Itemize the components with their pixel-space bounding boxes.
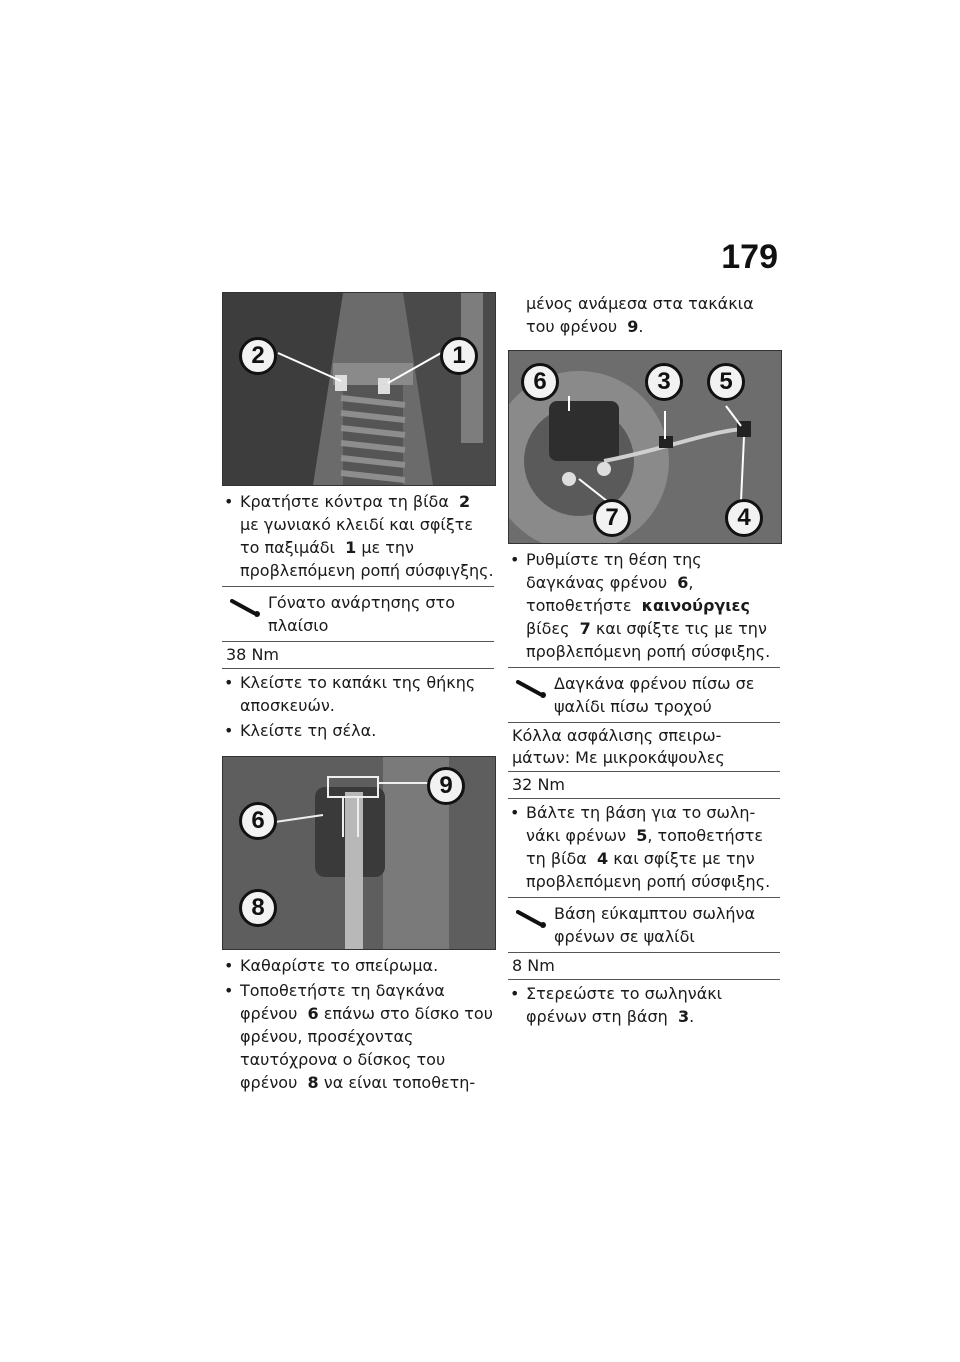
page-number: 179 xyxy=(721,238,778,276)
figure-brake-caliper-disc xyxy=(222,756,496,950)
step-fit-caliper xyxy=(222,979,494,1094)
figure-shock-absorber xyxy=(222,292,496,486)
torque-value: 32 Nm xyxy=(508,771,780,798)
ref-number: 4 xyxy=(597,849,609,868)
callout-7: 7 xyxy=(593,499,631,537)
ref-number: 6 xyxy=(307,1004,319,1023)
callout-1: 1 xyxy=(440,337,478,375)
spec-title: Γόνατο ανάρτησης στο πλαίσιο xyxy=(268,593,455,635)
callout-9: 9 xyxy=(427,767,465,805)
callout-8: 8 xyxy=(239,889,277,927)
emphasis-new: καινούργιες xyxy=(641,596,750,615)
step-clean-thread: • Καθαρίστε το σπείρωμα. xyxy=(222,954,494,977)
ref-number: 9 xyxy=(627,317,639,336)
step-text: και σφίξτε με την προβλεπόμενη ροπή σύσφιξης. xyxy=(526,849,771,891)
step-text: με γωνιακό κλειδί και σφίξτε το παξιμάδι xyxy=(240,515,474,557)
step-adjust-caliper xyxy=(508,548,780,663)
callout-6: 6 xyxy=(239,802,277,840)
right-column xyxy=(508,292,780,1028)
torque-value: 38 Nm xyxy=(226,645,279,664)
ref-number: 3 xyxy=(677,1007,690,1026)
figure-rear-caliper xyxy=(508,350,782,544)
spec-title: Δαγκάνα φρένου πίσω σε ψαλίδι πίσω τροχού xyxy=(554,674,755,716)
callout-3: 3 xyxy=(645,363,683,401)
step-text: Ρυθμίστε τη θέση της δαγκάνας φρένου xyxy=(526,550,702,592)
step-text: επάνω στο δίσκο του φρένου, προσέχοντας ταυτόχρονα ο δίσκος του φρένου xyxy=(240,1004,493,1092)
torque-spec-caliper xyxy=(508,667,780,799)
wrench-icon xyxy=(516,680,548,698)
callout-2: 2 xyxy=(239,337,277,375)
step-text: Τοποθετήστε τη δαγκάνα φρένου xyxy=(240,981,445,1023)
step-text: , τοποθετήστε xyxy=(526,573,694,615)
step-text: Κρατήστε κόντρα τη βίδα xyxy=(240,492,449,511)
thread-lock-note: Κόλλα ασφάλισης σπειρω-μάτων: Με μικροκάψουλες xyxy=(512,726,725,767)
ref-number: 5 xyxy=(636,826,648,845)
step-hold-screw xyxy=(222,490,494,582)
torque-spec-bracket xyxy=(508,897,780,980)
ref-number: 2 xyxy=(459,492,471,511)
wrench-icon xyxy=(516,910,548,928)
spec-title: Βάση εύκαμπτου σωλήνα φρένων σε ψαλίδι xyxy=(554,904,755,946)
step-text: με την προβλεπόμενη ροπή σύσφιγξης. xyxy=(240,538,494,580)
step-secure-brake-line xyxy=(508,982,780,1028)
step-text: βίδες xyxy=(526,619,570,638)
step-text: να είναι τοποθετη- xyxy=(323,1073,476,1092)
step-close-lid: • Κλείστε το καπάκι της θήκης αποσκευών. xyxy=(222,671,494,717)
callout-6: 6 xyxy=(521,363,559,401)
left-column xyxy=(222,292,494,1094)
step-text: Βάλτε τη βάση για το σωλη-νάκι φρένων xyxy=(526,803,756,845)
wrench-icon xyxy=(230,599,262,617)
ref-number: 1 xyxy=(345,538,357,557)
callout-5: 5 xyxy=(707,363,745,401)
shock-absorber-illustration xyxy=(223,293,495,485)
punctuation: . xyxy=(638,317,644,336)
step-text: Στερεώστε το σωληνάκι φρένων στη βάση xyxy=(526,984,723,1026)
step-close-seat: • Κλείστε τη σέλα. xyxy=(222,719,494,742)
ref-number: 6 xyxy=(677,573,689,592)
torque-value: 8 Nm xyxy=(512,956,555,975)
punctuation: . xyxy=(689,1007,695,1026)
torque-spec-shock xyxy=(222,586,494,669)
ref-number: 8 xyxy=(307,1073,319,1092)
step-text: μένος ανάμεσα στα τακάκια του φρένου xyxy=(526,294,754,336)
continued-text xyxy=(508,292,780,338)
step-fit-bracket xyxy=(508,801,780,893)
step-text: και σφίξτε τις με την προβλεπόμενη ροπή σύσφιξης. xyxy=(526,619,771,661)
callout-4: 4 xyxy=(725,499,763,537)
step-text: , τοποθετήστε τη βίδα xyxy=(526,826,764,868)
ref-number: 7 xyxy=(579,619,591,638)
